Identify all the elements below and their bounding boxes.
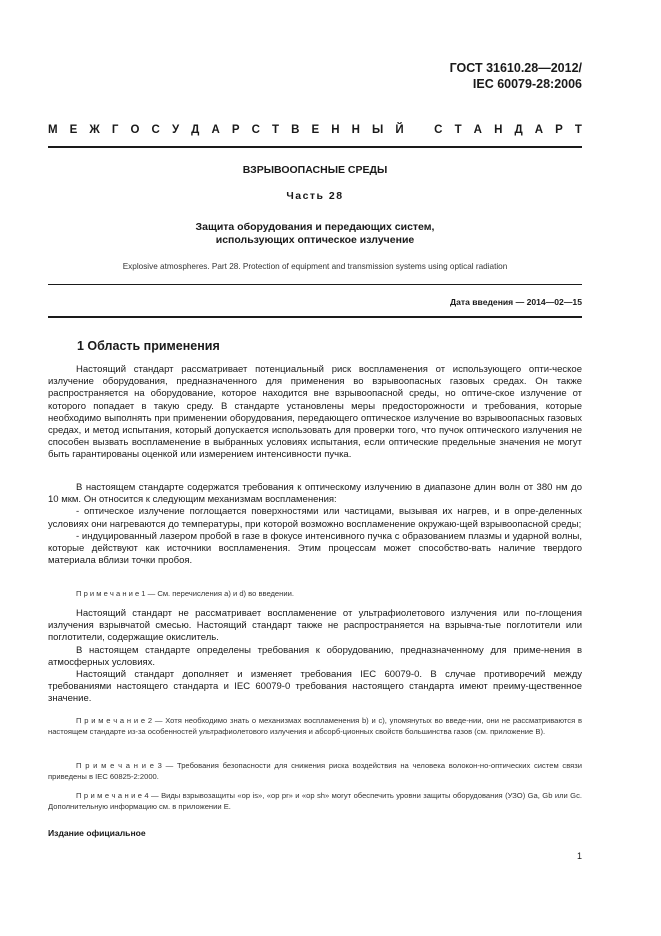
banner-letter: Р	[555, 124, 563, 136]
banner-letter: Й	[395, 124, 404, 136]
note-block-2	[48, 715, 582, 737]
banner-letter: С	[434, 124, 443, 136]
document-part: Часть 28	[286, 190, 344, 202]
note: П р и м е ч а н и е 4 — Виды взрывозащиты «op is», «op pr» и «op sh» могут обеспечить уровни защиты оборудования (УЗО) Ga, Gb или Gc. Дополнительную информацию см. в приложении Е.	[48, 791, 582, 812]
middle-divider	[48, 284, 582, 285]
note: П р и м е ч а н и е 1 — См. перечисления а) и d) во введении.	[76, 589, 294, 598]
banner-letter: У	[171, 124, 180, 136]
banner-letter: Н	[351, 124, 360, 136]
section-body-c	[48, 608, 582, 706]
banner-letter: Р	[231, 124, 240, 136]
banner-letter: Т	[574, 124, 582, 136]
document-title: ВЗРЫВООПАСНЫЕ СРЕДЫ	[242, 164, 388, 176]
list-item: - индуцированный лазером пробой в газе в фокусе интенсивного пучка с образованием плазмы и ударной волны, которые действуют как источники воспламенения. Этим процессам может способство-вать наличие твердого материала вблизи точки пробоя.	[48, 530, 582, 567]
subtitle-line-1: Защита оборудования и передающих систем,	[195, 221, 435, 233]
banner-letter: Т	[271, 124, 280, 136]
banner-letter: Д	[191, 124, 200, 136]
banner-letter	[416, 124, 422, 136]
gost-number: ГОСТ 31610.28—2012/	[449, 61, 582, 75]
banner-letter: Н	[494, 124, 503, 136]
banner-letter: А	[211, 124, 220, 136]
banner-letter: В	[291, 124, 300, 136]
banner-letter: А	[534, 124, 544, 136]
standard-type-banner	[48, 124, 582, 136]
banner-letter: Ж	[89, 124, 100, 136]
banner-letter: Н	[331, 124, 340, 136]
iec-number: IEC 60079-28:2006	[472, 77, 582, 91]
paragraph: Настоящий стандарт не рассматривает воспламенение от ультрафиолетового излучения или по-глощения излучения взрывчатой смесью. Настоящий стандарт также не распространяется на взрывча-тые поглотители или поглотители, содержащие окислитель.	[48, 608, 582, 644]
introduction-date: Дата введения — 2014—02—15	[449, 297, 582, 307]
banner-letter: Д	[514, 124, 523, 136]
paragraph: Настоящий стандарт рассматривает потенциальный риск воспламенения от использующего опти-ческое излучение оборудования, предназначенного для применения во взрывоопасных газовых средах. Он также распространяется на оборудование, которое находится вне взрывоопасной среды, но оптиче-ское излучение от которого попадает в такую среду. В стандарте установлены меры предосторожности и требования, которые необходимо выполнять при применении оборудования, передающего оптическое излучение во взрывоопасных газовых средах, и метод испытания, который допускается использовать для проверки того, что пучок оптического излучения не способен вызвать воспламенение в выбранных условиях испытания, если оптические предельные значения не могут быть гарантированы оценкой или измерением интенсивности пучка.	[48, 364, 582, 461]
note: П р и м е ч а н и е 2 — Хотя необходимо знать о механизмах воспламенения b) и c), упомянутых во введе-нии, они не рассматриваются в настоящем стандарте из-за особенностей ультрафиолетового излучения и абсорб-ционных свойств большинства газов (см. приложение В).	[48, 716, 582, 737]
paragraph: Настоящий стандарт дополняет и изменяет требования IEC 60079-0. В случае противоречий между требованиями настоящего стандарта и IEC 60079-0 требования настоящего стандарта имеют преиму-щественное значение.	[48, 669, 582, 705]
note-block-4	[48, 790, 582, 812]
banner-letter: Г	[111, 124, 119, 136]
banner-letter: Ы	[372, 124, 384, 136]
paragraph: В настоящем стандарте содержатся требования к оптическому излучению в диапазоне длин волн от 380 нм до 10 мкм. Он относится к следующим механизмам воспламенения:	[48, 482, 582, 506]
document-subtitle	[48, 221, 582, 247]
subtitle-line-2: использующих оптическое излучение	[215, 234, 415, 246]
note-block-3	[48, 760, 582, 782]
banner-letter: Е	[69, 124, 78, 136]
banner-letter: С	[151, 124, 160, 136]
banner-letter: М	[48, 124, 58, 136]
note: П р и м е ч а н и е 3 — Требования безопасности для снижения риска воздействия на человека волокон-но-оптических систем связи приведены в IEC 60825-2:2000.	[48, 761, 582, 782]
banner-letter: Е	[311, 124, 320, 136]
section-body-a	[48, 364, 582, 462]
gost-designation	[450, 60, 582, 92]
section-body-b	[48, 482, 582, 567]
date-divider	[48, 316, 582, 318]
banner-letter: Т	[454, 124, 462, 136]
official-edition-label: Издание официальное	[48, 828, 146, 838]
banner-letter: О	[130, 124, 140, 136]
top-divider	[48, 146, 582, 148]
section-heading: 1 Область применения	[77, 339, 220, 353]
list-item: - оптическое излучение поглощается поверхностями или частицами, вызывая их нагрев, и в опре-деленных условиях они нагреваются до температуры, при которой возможно воспламенение окружаю-щей взрывоопасной среды;	[48, 506, 582, 530]
note-block-1	[48, 588, 582, 599]
english-title: Explosive atmospheres. Part 28. Protection of equipment and transmission systems using optical radiation	[122, 262, 508, 271]
banner-letter: А	[473, 124, 482, 136]
banner-letter: С	[251, 124, 260, 136]
paragraph: В настоящем стандарте определены требования к оборудованию, предназначенному для приме-нения в атмосферных условиях.	[48, 644, 582, 668]
page-number: 1	[576, 851, 582, 861]
